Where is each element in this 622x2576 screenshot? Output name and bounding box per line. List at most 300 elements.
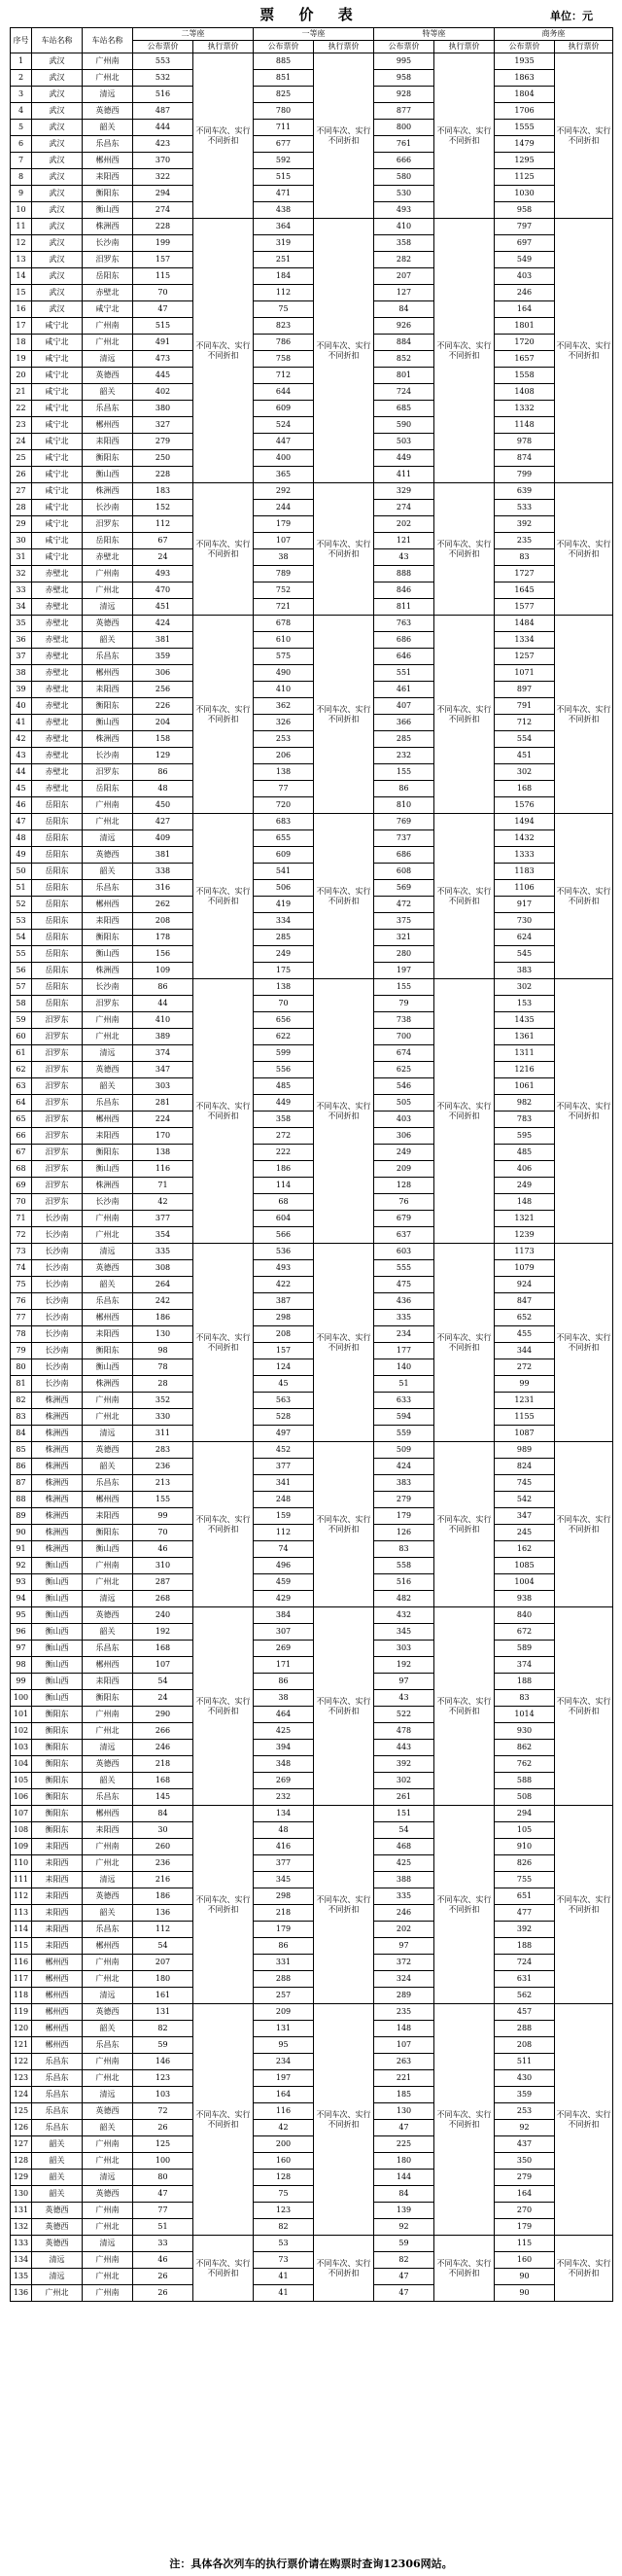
first-executed-note: 不同车次、实行不同折扣 — [314, 1442, 374, 1607]
first-published-price: 319 — [254, 235, 314, 252]
table-row — [11, 103, 613, 120]
table-row — [11, 1922, 613, 1938]
to-station-cell: 岳阳东 — [83, 781, 133, 797]
from-station-cell: 武汉 — [32, 301, 83, 318]
first-published-price: 471 — [254, 186, 314, 202]
seq-cell: 58 — [11, 996, 32, 1012]
premium-published-price: 559 — [374, 1426, 434, 1442]
seq-cell: 91 — [11, 1541, 32, 1558]
business-published-price: 549 — [495, 252, 555, 268]
header-to-station: 车站名称 — [83, 28, 133, 53]
second-published-price: 156 — [133, 946, 193, 963]
seq-cell: 119 — [11, 2004, 32, 2021]
first-published-price: 416 — [254, 1839, 314, 1855]
business-published-price: 105 — [495, 1822, 555, 1839]
table-row — [11, 2004, 613, 2021]
table-row — [11, 1756, 613, 1773]
to-station-cell: 清远 — [83, 2236, 133, 2252]
first-published-price: 197 — [254, 2070, 314, 2087]
second-published-price: 30 — [133, 1822, 193, 1839]
premium-published-price: 738 — [374, 1012, 434, 1029]
first-published-price: 112 — [254, 285, 314, 301]
to-station-cell: 衡山西 — [83, 946, 133, 963]
premium-published-price: 424 — [374, 1459, 434, 1475]
seq-cell: 94 — [11, 1591, 32, 1607]
seq-cell: 16 — [11, 301, 32, 318]
from-station-cell: 耒阳西 — [32, 1839, 83, 1855]
from-station-cell: 株洲西 — [32, 1442, 83, 1459]
from-station-cell: 汨罗东 — [32, 1145, 83, 1161]
business-executed-note: 不同车次、实行不同折扣 — [555, 2236, 613, 2302]
business-published-price: 1321 — [495, 1211, 555, 1227]
seq-cell: 85 — [11, 1442, 32, 1459]
premium-executed-note: 不同车次、实行不同折扣 — [434, 1442, 495, 1607]
business-published-price: 1071 — [495, 665, 555, 682]
to-station-cell: 衡山西 — [83, 202, 133, 219]
header-second-class: 二等座 — [133, 28, 254, 41]
to-station-cell: 韶关 — [83, 1078, 133, 1095]
premium-published-price: 800 — [374, 120, 434, 136]
business-published-price: 755 — [495, 1872, 555, 1888]
from-station-cell: 株洲西 — [32, 1492, 83, 1508]
premium-published-price: 97 — [374, 1938, 434, 1955]
business-published-price: 1231 — [495, 1393, 555, 1409]
to-station-cell: 英德西 — [83, 2004, 133, 2021]
first-published-price: 288 — [254, 1971, 314, 1988]
first-published-price: 712 — [254, 368, 314, 384]
first-published-price: 272 — [254, 1128, 314, 1145]
to-station-cell: 广州南 — [83, 1955, 133, 1971]
second-published-price: 168 — [133, 1641, 193, 1657]
seq-cell: 114 — [11, 1922, 32, 1938]
table-row — [11, 351, 613, 368]
from-station-cell: 岳阳东 — [32, 930, 83, 946]
second-published-price: 183 — [133, 483, 193, 500]
to-station-cell: 衡阳东 — [83, 450, 133, 467]
table-row — [11, 434, 613, 450]
to-station-cell: 英德西 — [83, 1756, 133, 1773]
seq-cell: 35 — [11, 616, 32, 632]
premium-published-price: 436 — [374, 1293, 434, 1310]
table-row — [11, 1393, 613, 1409]
business-published-price: 874 — [495, 450, 555, 467]
first-published-price: 298 — [254, 1888, 314, 1905]
to-station-cell: 英德西 — [83, 2186, 133, 2203]
from-station-cell: 韶关 — [32, 2136, 83, 2153]
seq-cell: 59 — [11, 1012, 32, 1029]
premium-published-price: 522 — [374, 1707, 434, 1723]
table-row — [11, 2070, 613, 2087]
table-row — [11, 897, 613, 913]
to-station-cell: 广州南 — [83, 1707, 133, 1723]
first-published-price: 157 — [254, 1343, 314, 1359]
from-station-cell: 咸宁北 — [32, 384, 83, 401]
second-published-price: 306 — [133, 665, 193, 682]
table-row — [11, 2203, 613, 2219]
premium-published-price: 155 — [374, 979, 434, 996]
premium-published-price: 179 — [374, 1508, 434, 1525]
second-published-price: 250 — [133, 450, 193, 467]
first-published-price: 269 — [254, 1641, 314, 1657]
second-published-price: 207 — [133, 1955, 193, 1971]
business-published-price: 188 — [495, 1938, 555, 1955]
business-published-price: 1804 — [495, 87, 555, 103]
premium-published-price: 810 — [374, 797, 434, 814]
table-row — [11, 1128, 613, 1145]
to-station-cell: 乐昌东 — [83, 1922, 133, 1938]
business-published-price: 359 — [495, 2087, 555, 2103]
first-published-price: 721 — [254, 599, 314, 616]
to-station-cell: 衡阳东 — [83, 1145, 133, 1161]
business-published-price: 99 — [495, 1376, 555, 1393]
second-published-price: 161 — [133, 1988, 193, 2004]
from-station-cell: 清远 — [32, 2269, 83, 2285]
from-station-cell: 株洲西 — [32, 1459, 83, 1475]
table-row — [11, 880, 613, 897]
header-first-class: 一等座 — [254, 28, 374, 41]
premium-published-price: 139 — [374, 2203, 434, 2219]
premium-published-price: 97 — [374, 1674, 434, 1690]
second-published-price: 115 — [133, 268, 193, 285]
from-station-cell: 乐昌东 — [32, 2070, 83, 2087]
business-published-price: 92 — [495, 2120, 555, 2136]
seq-cell: 2 — [11, 70, 32, 87]
second-published-price: 311 — [133, 1426, 193, 1442]
from-station-cell: 清远 — [32, 2252, 83, 2269]
business-published-price: 90 — [495, 2269, 555, 2285]
business-published-price: 588 — [495, 1773, 555, 1789]
seq-cell: 18 — [11, 335, 32, 351]
header-seq: 序号 — [11, 28, 32, 53]
to-station-cell: 乐昌东 — [83, 401, 133, 417]
second-published-price: 381 — [133, 847, 193, 864]
seq-cell: 41 — [11, 715, 32, 731]
premium-published-price: 47 — [374, 2285, 434, 2302]
business-executed-note: 不同车次、实行不同折扣 — [555, 979, 613, 1244]
business-published-price: 270 — [495, 2203, 555, 2219]
premium-published-price: 443 — [374, 1740, 434, 1756]
second-published-price: 256 — [133, 682, 193, 698]
second-published-price: 330 — [133, 1409, 193, 1426]
table-row — [11, 1938, 613, 1955]
seq-cell: 4 — [11, 103, 32, 120]
business-published-price: 1333 — [495, 847, 555, 864]
seq-cell: 56 — [11, 963, 32, 979]
from-station-cell: 岳阳东 — [32, 946, 83, 963]
table-row — [11, 467, 613, 483]
to-station-cell: 衡阳东 — [83, 1343, 133, 1359]
to-station-cell: 广州南 — [83, 1839, 133, 1855]
from-station-cell: 岳阳东 — [32, 880, 83, 897]
to-station-cell: 郴州西 — [83, 1657, 133, 1674]
to-station-cell: 岳阳东 — [83, 268, 133, 285]
table-row — [11, 153, 613, 169]
from-station-cell: 衡阳东 — [32, 1740, 83, 1756]
first-executed-note: 不同车次、实行不同折扣 — [314, 1244, 374, 1442]
table-row — [11, 368, 613, 384]
from-station-cell: 衡阳东 — [32, 1806, 83, 1822]
seq-cell: 33 — [11, 582, 32, 599]
to-station-cell: 耒阳西 — [83, 1128, 133, 1145]
second-published-price: 70 — [133, 285, 193, 301]
premium-published-price: 79 — [374, 996, 434, 1012]
first-published-price: 334 — [254, 913, 314, 930]
seq-cell: 69 — [11, 1178, 32, 1194]
business-executed-note: 不同车次、实行不同折扣 — [555, 2004, 613, 2236]
premium-published-price: 127 — [374, 285, 434, 301]
seq-cell: 65 — [11, 1112, 32, 1128]
to-station-cell: 郴州西 — [83, 897, 133, 913]
business-published-price: 430 — [495, 2070, 555, 2087]
second-published-price: 410 — [133, 1012, 193, 1029]
business-published-price: 164 — [495, 301, 555, 318]
first-published-price: 341 — [254, 1475, 314, 1492]
second-published-price: 199 — [133, 235, 193, 252]
premium-published-price: 383 — [374, 1475, 434, 1492]
business-published-price: 982 — [495, 1095, 555, 1112]
from-station-cell: 郴州西 — [32, 2037, 83, 2054]
table-row — [11, 1905, 613, 1922]
from-station-cell: 长沙南 — [32, 1343, 83, 1359]
first-published-price: 786 — [254, 335, 314, 351]
premium-executed-note: 不同车次、实行不同折扣 — [434, 2236, 495, 2302]
first-published-price: 720 — [254, 797, 314, 814]
business-published-price: 511 — [495, 2054, 555, 2070]
table-row — [11, 169, 613, 186]
business-published-price: 1555 — [495, 120, 555, 136]
first-published-price: 53 — [254, 2236, 314, 2252]
premium-published-price: 407 — [374, 698, 434, 715]
second-published-price: 82 — [133, 2021, 193, 2037]
first-published-price: 73 — [254, 2252, 314, 2269]
from-station-cell: 赤壁北 — [32, 665, 83, 682]
second-published-price: 427 — [133, 814, 193, 830]
business-published-price: 672 — [495, 1624, 555, 1641]
header-business-executed: 执行票价 — [555, 41, 613, 53]
business-published-price: 1479 — [495, 136, 555, 153]
second-published-price: 515 — [133, 318, 193, 335]
from-station-cell: 武汉 — [32, 219, 83, 235]
second-published-price: 42 — [133, 1194, 193, 1211]
seq-cell: 48 — [11, 830, 32, 847]
first-published-price: 377 — [254, 1855, 314, 1872]
second-published-price: 48 — [133, 781, 193, 797]
to-station-cell: 广州北 — [83, 1723, 133, 1740]
table-row — [11, 1343, 613, 1359]
premium-published-price: 580 — [374, 169, 434, 186]
from-station-cell: 郴州西 — [32, 1988, 83, 2004]
table-row — [11, 53, 613, 70]
premium-published-price: 144 — [374, 2170, 434, 2186]
first-published-price: 515 — [254, 169, 314, 186]
table-row — [11, 2103, 613, 2120]
from-station-cell: 耒阳西 — [32, 1938, 83, 1955]
from-station-cell: 咸宁北 — [32, 533, 83, 549]
to-station-cell: 衡山西 — [83, 715, 133, 731]
from-station-cell: 汨罗东 — [32, 1194, 83, 1211]
table-row — [11, 483, 613, 500]
seq-cell: 71 — [11, 1211, 32, 1227]
first-executed-note: 不同车次、实行不同折扣 — [314, 219, 374, 483]
premium-published-price: 569 — [374, 880, 434, 897]
from-station-cell: 耒阳西 — [32, 1888, 83, 1905]
seq-cell: 99 — [11, 1674, 32, 1690]
from-station-cell: 衡山西 — [32, 1690, 83, 1707]
first-executed-note: 不同车次、实行不同折扣 — [314, 2004, 374, 2236]
from-station-cell: 武汉 — [32, 169, 83, 186]
business-executed-note: 不同车次、实行不同折扣 — [555, 814, 613, 979]
seq-cell: 49 — [11, 847, 32, 864]
seq-cell: 64 — [11, 1095, 32, 1112]
first-published-price: 107 — [254, 533, 314, 549]
seq-cell: 3 — [11, 87, 32, 103]
premium-published-price: 366 — [374, 715, 434, 731]
table-row — [11, 1012, 613, 1029]
business-published-price: 1030 — [495, 186, 555, 202]
table-row — [11, 1078, 613, 1095]
table-row — [11, 1707, 613, 1723]
to-station-cell: 清远 — [83, 1591, 133, 1607]
business-published-price: 1432 — [495, 830, 555, 847]
first-published-price: 644 — [254, 384, 314, 401]
table-row — [11, 1310, 613, 1326]
table-row — [11, 2021, 613, 2037]
to-station-cell: 耒阳西 — [83, 1508, 133, 1525]
second-published-price: 532 — [133, 70, 193, 87]
first-published-price: 75 — [254, 2186, 314, 2203]
from-station-cell: 衡阳东 — [32, 1707, 83, 1723]
premium-published-price: 468 — [374, 1839, 434, 1855]
from-station-cell: 长沙南 — [32, 1326, 83, 1343]
business-published-price: 477 — [495, 1905, 555, 1922]
premium-published-price: 54 — [374, 1822, 434, 1839]
first-published-price: 464 — [254, 1707, 314, 1723]
first-published-price: 358 — [254, 1112, 314, 1128]
header-premium-published: 公布票价 — [374, 41, 434, 53]
from-station-cell: 耒阳西 — [32, 1905, 83, 1922]
premium-executed-note: 不同车次、实行不同折扣 — [434, 814, 495, 979]
to-station-cell: 衡山西 — [83, 467, 133, 483]
business-published-price: 1014 — [495, 1707, 555, 1723]
premium-published-price: 995 — [374, 53, 434, 70]
from-station-cell: 韶关 — [32, 2170, 83, 2186]
premium-published-price: 737 — [374, 830, 434, 847]
premium-published-price: 358 — [374, 235, 434, 252]
from-station-cell: 武汉 — [32, 285, 83, 301]
seq-cell: 10 — [11, 202, 32, 219]
second-published-price: 26 — [133, 2269, 193, 2285]
premium-published-price: 811 — [374, 599, 434, 616]
table-row — [11, 1112, 613, 1128]
to-station-cell: 乐昌东 — [83, 1641, 133, 1657]
first-published-price: 365 — [254, 467, 314, 483]
first-published-price: 77 — [254, 781, 314, 797]
first-published-price: 655 — [254, 830, 314, 847]
to-station-cell: 英德西 — [83, 1062, 133, 1078]
second-published-price: 72 — [133, 2103, 193, 2120]
first-published-price: 116 — [254, 2103, 314, 2120]
to-station-cell: 广州南 — [83, 1393, 133, 1409]
premium-published-price: 151 — [374, 1806, 434, 1822]
to-station-cell: 英德西 — [83, 2103, 133, 2120]
table-row — [11, 2236, 613, 2252]
premium-published-price: 594 — [374, 1409, 434, 1426]
table-row — [11, 1426, 613, 1442]
table-row — [11, 70, 613, 87]
seq-cell: 32 — [11, 566, 32, 582]
first-published-price: 41 — [254, 2285, 314, 2302]
first-published-price: 758 — [254, 351, 314, 368]
second-published-price: 260 — [133, 1839, 193, 1855]
premium-published-price: 47 — [374, 2120, 434, 2136]
premium-published-price: 472 — [374, 897, 434, 913]
business-published-price: 1706 — [495, 103, 555, 120]
business-published-price: 347 — [495, 1508, 555, 1525]
business-published-price: 1173 — [495, 1244, 555, 1260]
from-station-cell: 赤壁北 — [32, 682, 83, 698]
to-station-cell: 广州北 — [83, 814, 133, 830]
seq-cell: 63 — [11, 1078, 32, 1095]
seq-cell: 23 — [11, 417, 32, 434]
business-published-price: 188 — [495, 1674, 555, 1690]
business-published-price: 457 — [495, 2004, 555, 2021]
from-station-cell: 郴州西 — [32, 1955, 83, 1971]
table-row — [11, 1475, 613, 1492]
seq-cell: 121 — [11, 2037, 32, 2054]
table-row — [11, 2186, 613, 2203]
seq-cell: 11 — [11, 219, 32, 235]
business-published-price: 1216 — [495, 1062, 555, 1078]
first-published-price: 45 — [254, 1376, 314, 1393]
table-row — [11, 847, 613, 864]
first-published-price: 556 — [254, 1062, 314, 1078]
premium-published-price: 335 — [374, 1888, 434, 1905]
premium-published-price: 121 — [374, 533, 434, 549]
from-station-cell: 韶关 — [32, 2153, 83, 2170]
premium-published-price: 530 — [374, 186, 434, 202]
premium-executed-note: 不同车次、实行不同折扣 — [434, 1607, 495, 1806]
seq-cell: 1 — [11, 53, 32, 70]
seq-cell: 90 — [11, 1525, 32, 1541]
from-station-cell: 岳阳东 — [32, 814, 83, 830]
second-published-price: 170 — [133, 1128, 193, 1145]
second-published-price: 109 — [133, 963, 193, 979]
second-published-price: 216 — [133, 1872, 193, 1888]
first-published-price: 179 — [254, 1922, 314, 1938]
premium-published-price: 372 — [374, 1955, 434, 1971]
business-published-price: 924 — [495, 1277, 555, 1293]
seq-cell: 83 — [11, 1409, 32, 1426]
table-row — [11, 1045, 613, 1062]
to-station-cell: 郴州西 — [83, 1310, 133, 1326]
from-station-cell: 衡阳东 — [32, 1723, 83, 1740]
second-published-price: 327 — [133, 417, 193, 434]
from-station-cell: 郴州西 — [32, 1971, 83, 1988]
from-station-cell: 长沙南 — [32, 1227, 83, 1244]
to-station-cell: 郴州西 — [83, 1938, 133, 1955]
from-station-cell: 株洲西 — [32, 1426, 83, 1442]
to-station-cell: 耒阳西 — [83, 682, 133, 698]
business-published-price: 83 — [495, 1690, 555, 1707]
first-published-price: 95 — [254, 2037, 314, 2054]
table-row — [11, 384, 613, 401]
first-published-price: 566 — [254, 1227, 314, 1244]
seq-cell: 46 — [11, 797, 32, 814]
first-published-price: 599 — [254, 1045, 314, 1062]
from-station-cell: 咸宁北 — [32, 368, 83, 384]
seq-cell: 20 — [11, 368, 32, 384]
seq-cell: 125 — [11, 2103, 32, 2120]
